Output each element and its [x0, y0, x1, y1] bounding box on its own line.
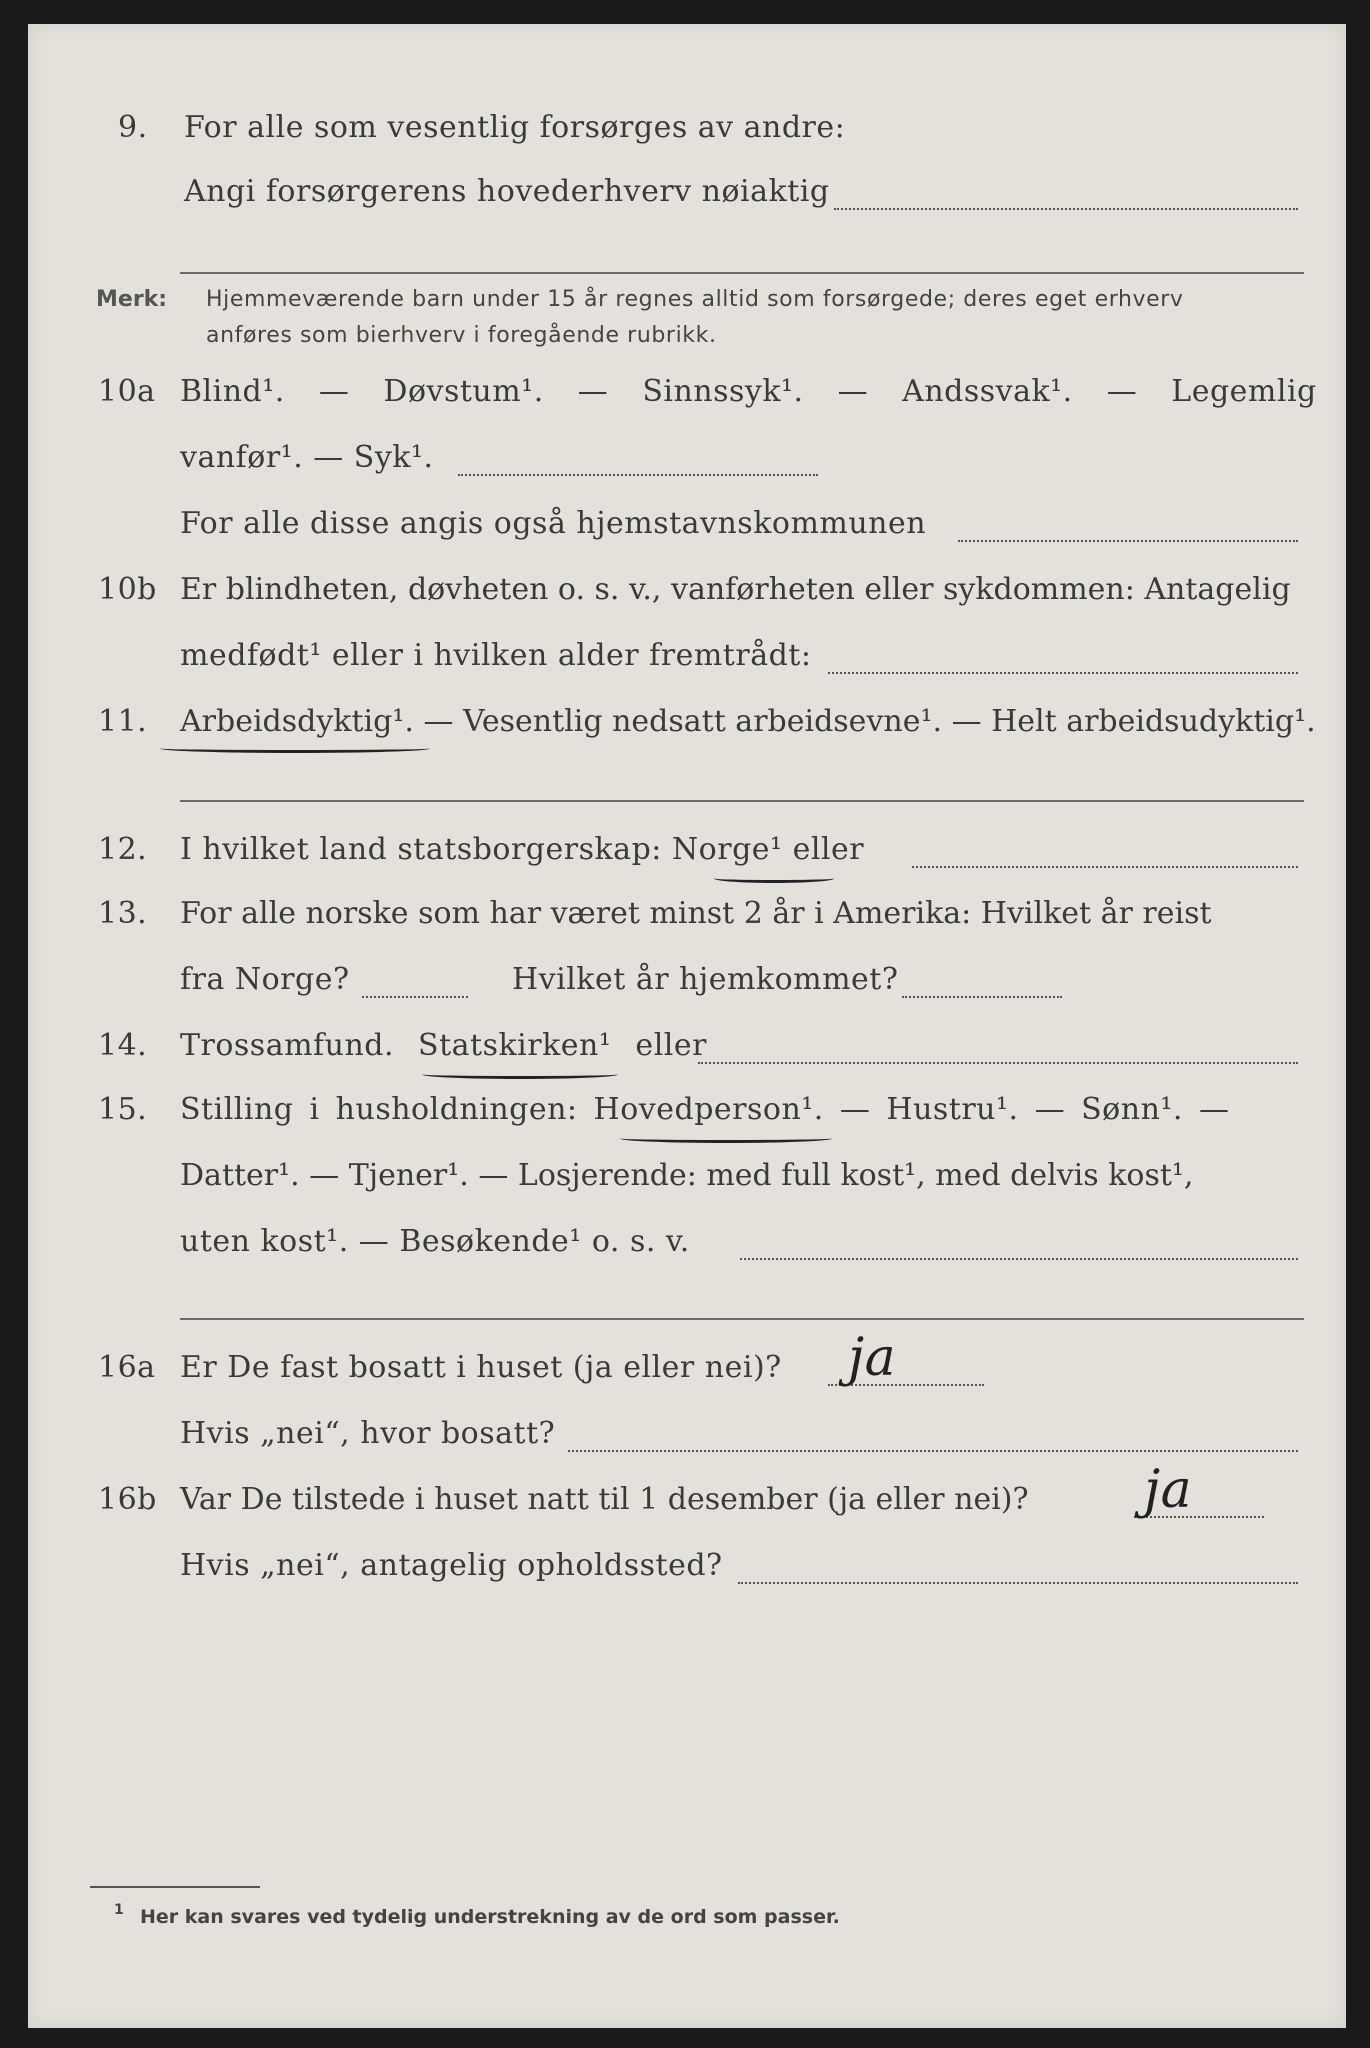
answer-line[interactable] [362, 996, 468, 998]
question-text: Angi forsørgerens hovederhverv nøiaktig [184, 174, 830, 209]
note-body [206, 282, 1306, 354]
question-text: Hvis „nei“, antagelig opholdssted? [180, 1548, 723, 1583]
question-number: 11. [98, 704, 148, 739]
question-text: Blind¹. — Døvstum¹. — Sinnssyk¹. — Andssvak¹. — Legemlig [180, 374, 1317, 409]
question-15-line-2 [28, 1158, 1346, 1208]
answer-line[interactable] [180, 800, 1304, 802]
question-text: Hvilket år hjemkommet? [512, 962, 899, 997]
question-16b [28, 1460, 1346, 1532]
question-16a [28, 1328, 1346, 1400]
question-text: Hvis „nei“, hvor bosatt? [180, 1416, 556, 1451]
question-text: Trossamfund. Statskirken¹ eller [180, 1028, 707, 1063]
handwritten-underline [620, 1134, 832, 1143]
question-number: 9. [118, 110, 148, 145]
question-number: 16a [98, 1350, 156, 1385]
note-line: Hjemmeværende barn under 15 år regnes alltid som forsørgede; deres eget erhverv [206, 287, 1184, 312]
question-13-line-2 [28, 962, 1346, 1012]
handwritten-underline [714, 874, 834, 883]
question-15 [28, 1092, 1346, 1142]
census-form-page [28, 24, 1346, 2028]
footnote [114, 1902, 840, 1928]
question-text: vanfør¹. — Syk¹. [180, 440, 434, 475]
question-10a-line-2 [28, 440, 1346, 490]
answer-line[interactable] [958, 540, 1298, 542]
question-text: Er blindheten, døvheten o. s. v., vanførheten eller sykdommen: Antagelig [180, 572, 1291, 607]
question-text: Er De fast bosatt i huset (ja eller nei)? [180, 1350, 782, 1385]
question-number: 12. [98, 832, 148, 867]
question-number: 16b [98, 1482, 157, 1517]
question-13 [28, 896, 1346, 946]
question-text: Var De tilstede i huset natt til 1 desember (ja eller nei)? [180, 1482, 1029, 1517]
question-text: fra Norge? [180, 962, 350, 997]
answer-line[interactable] [912, 866, 1298, 868]
question-number: 13. [98, 896, 148, 931]
handwritten-underline [422, 1070, 618, 1079]
question-text: uten kost¹. — Besøkende¹ o. s. v. [180, 1224, 690, 1259]
answer-line[interactable] [458, 474, 818, 476]
answer-line[interactable] [738, 1582, 1298, 1584]
footnote-text: Her kan svares ved tydelig understrekning av de ord som passer. [140, 1906, 840, 1928]
question-9-line-2 [28, 174, 1346, 224]
question-16b-line-2 [28, 1548, 1346, 1598]
footnote-mark: 1 [114, 1902, 124, 1918]
answer-line[interactable] [180, 1318, 1304, 1320]
question-15-line-3 [28, 1224, 1346, 1274]
answer-line[interactable] [902, 996, 1062, 998]
note-label: Merk: [96, 287, 168, 312]
answer-line[interactable] [740, 1258, 1298, 1260]
question-text: Arbeidsdyktig¹. — Vesentlig nedsatt arbeidsevne¹. — Helt arbeidsudyktig¹. [180, 704, 1316, 739]
question-number: 14. [98, 1028, 148, 1063]
question-11 [28, 704, 1346, 754]
handwritten-underline [160, 744, 430, 753]
question-10b-line-2 [28, 638, 1346, 688]
handwritten-answer: ja [848, 1328, 897, 1388]
question-text: For alle norske som har været minst 2 år i Amerika: Hvilket år reist [180, 896, 1212, 931]
answer-line[interactable] [698, 1062, 1298, 1064]
question-10b [28, 572, 1346, 622]
question-number: 10b [98, 572, 157, 607]
question-14 [28, 1028, 1346, 1078]
question-10a [28, 374, 1346, 424]
answer-line[interactable] [180, 272, 1304, 274]
handwritten-answer: ja [1144, 1460, 1193, 1520]
answer-line[interactable] [828, 672, 1298, 674]
footnote-rule [90, 1886, 260, 1888]
question-text: medfødt¹ eller i hvilken alder fremtrådt: [180, 638, 812, 673]
note-line: anføres som bierhverv i foregående rubrikk. [206, 323, 717, 348]
question-text: Datter¹. — Tjener¹. — Losjerende: med full kost¹, med delvis kost¹, [180, 1158, 1194, 1193]
question-text: For alle som vesentlig forsørges av andre: [184, 110, 846, 145]
answer-line[interactable] [568, 1450, 1298, 1452]
question-text: For alle disse angis også hjemstavnskommunen [180, 506, 927, 541]
question-10a-line-3 [28, 506, 1346, 556]
question-text: Stilling i husholdningen: Hovedperson¹. — Hustru¹. — Sønn¹. — [180, 1092, 1230, 1127]
question-9 [28, 110, 1346, 160]
question-text: I hvilket land statsborgerskap: Norge¹ eller [180, 832, 865, 867]
question-12 [28, 832, 1346, 882]
question-number: 10a [98, 374, 156, 409]
question-16a-line-2 [28, 1416, 1346, 1466]
question-number: 15. [98, 1092, 148, 1127]
answer-line[interactable] [834, 208, 1298, 210]
